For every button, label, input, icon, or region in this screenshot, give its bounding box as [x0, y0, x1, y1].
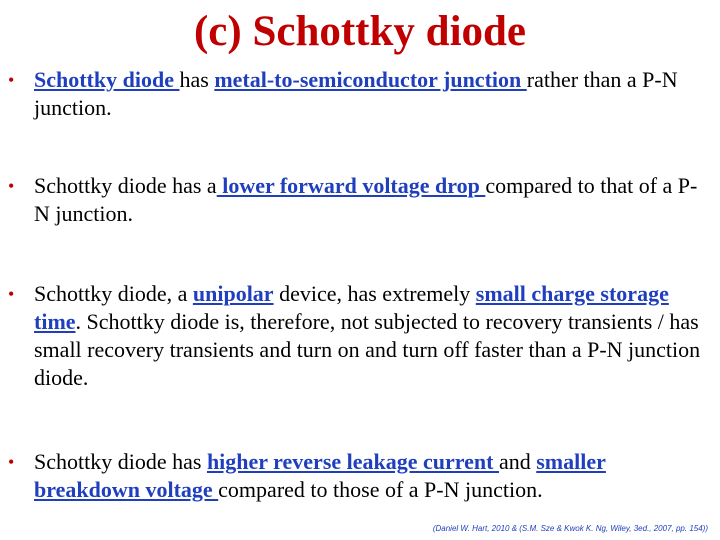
- bullet-text-run: compared to that of a P-N junction.: [34, 173, 698, 226]
- bullet-text: [34, 448, 708, 504]
- bullet-item: [8, 172, 708, 228]
- bullet-text-run: and: [498, 449, 537, 474]
- highlight-term: smaller breakdown voltage: [34, 449, 606, 502]
- bullet-text-run: Schottky diode, a: [34, 281, 193, 306]
- highlight-term: unipolar: [192, 281, 274, 306]
- bullet-item: [8, 448, 708, 504]
- bullet-text-run: device, has extremely: [273, 281, 476, 306]
- bullet-item: [8, 280, 708, 392]
- bullet-text-run: has: [179, 67, 215, 92]
- highlight-term: metal-to-semiconductor junction: [214, 67, 527, 92]
- bullet-text-run: Schottky diode has: [34, 449, 207, 474]
- bullet-marker: •: [8, 70, 15, 90]
- bullet-text-run: rather than a P-N junction.: [34, 67, 678, 120]
- highlight-term: lower forward voltage drop: [216, 173, 486, 198]
- bullet-text-run: . Schottky diode is, therefore, not subjected to recovery transients / has small recovery transients and turn on and turn off faster than a P-N junction diode.: [34, 309, 701, 390]
- bullet-marker: •: [8, 452, 15, 472]
- bullet-marker: •: [8, 284, 15, 304]
- bullet-marker: •: [8, 176, 15, 196]
- bullet-text-run: Schottky diode has a: [34, 173, 217, 198]
- highlight-term: Schottky diode: [34, 67, 180, 92]
- highlight-term: higher reverse leakage current: [206, 449, 499, 474]
- bullet-text-run: compared to those of a P-N junction.: [218, 477, 543, 502]
- bullet-text: [34, 66, 708, 122]
- slide-title: (c) Schottky diode: [193, 8, 527, 55]
- bullet-text: [34, 172, 708, 228]
- bullet-text: [34, 280, 708, 392]
- highlight-term: small charge storage time: [34, 281, 669, 334]
- bullet-item: [8, 66, 708, 122]
- citation: (Daniel W. Hart, 2010 & (S.M. Sze & Kwok K. Ng, Wiley, 3ed., 2007, pp. 154)): [432, 524, 708, 533]
